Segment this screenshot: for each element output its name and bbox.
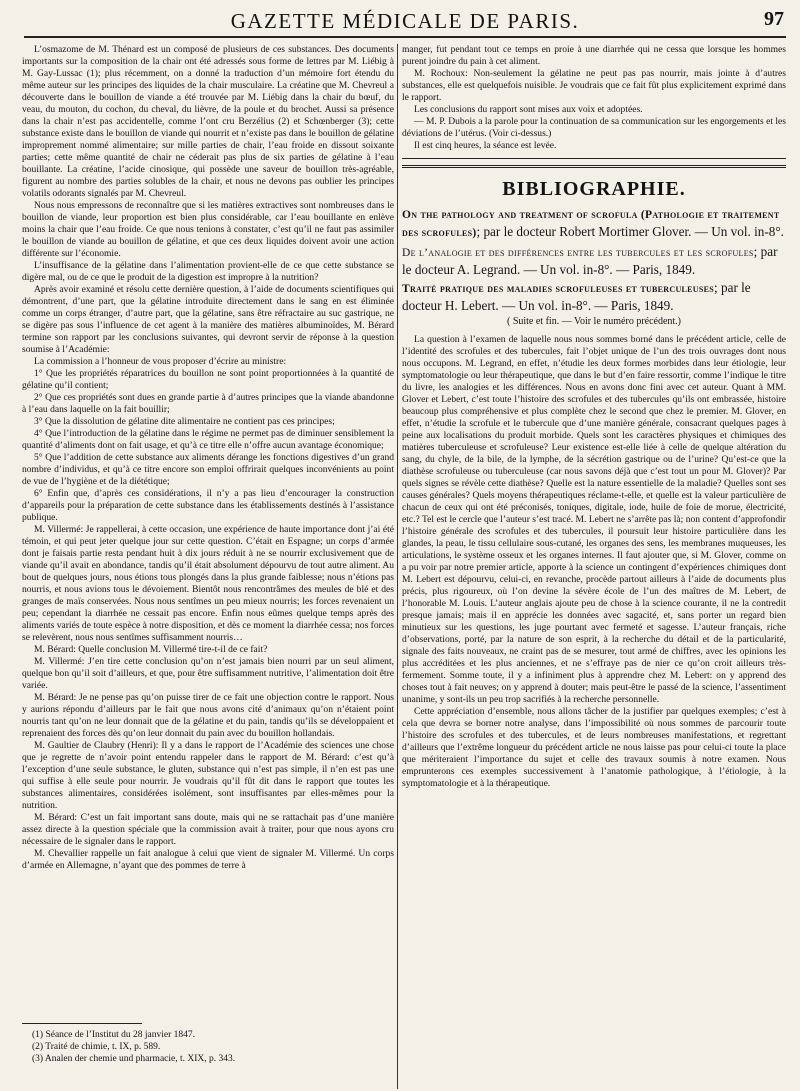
entry-author: ; par le docteur Robert Mortimer Glover. — Un vol. in-8°. <box>476 223 784 239</box>
footnote: (2) Traité de chimie, t. IX, p. 589. <box>32 1042 161 1052</box>
entry-title: Traité pratique des maladies scrofuleuses et tuberculeuses <box>402 283 715 295</box>
column-divider <box>397 44 398 1089</box>
entry-author: ; par le docteur H. Lebert. — Un vol. in-8°. — Paris, 1849. <box>402 280 751 313</box>
left-paragraph: M. Chevallier rappelle un fait analogue à celui que vient de signaler M. Villermé. Un corps d’armée en Allemagne, n’ayant que des pommes de terre à <box>22 848 394 871</box>
review-paragraph: Cette appréciation d’ensemble, nous allons tâcher de la justifier par quelques exemples; c’est à cela que devra se borner notre analyse, dans l’impossibilité où nous sommes de parcourir toute l’histoire des scrofules et des tubercules, et de leurs nombreuses manifestations, et regrettant d’ailleurs que l’extrême longueur du précédent article ne nous laisse pas pour celui-ci toute la place que mériteraient l’importance du sujet et celle des travaux soumis à notre examen. Nous emprunterons ces exemples successivement à l’anatomie pathologique, à l’étiologie, à la symptomatologie et à la thérapeutique. <box>402 706 786 789</box>
bibliography-entry <box>402 206 786 241</box>
right-paragraph: Il est cinq heures, la séance est levée. <box>414 140 557 151</box>
right-column <box>402 44 786 790</box>
left-paragraph: M. Bérard: Je ne pense pas qu’on puisse tirer de ce fait une objection contre le rapport. Nous y aurions répondu d’ailleurs par le fait que nous avons cité d’animaux qu’on n’étaient point nourris tant qu’on ne leur donnait que de la gélatine et du pain, tandis qu’ils se développaient et reprenaient des forces dès qu’on leur donnait du pain avec du bouillon hollandais. <box>22 692 394 739</box>
left-paragraph: M. Villermé: Je rappellerai, à cette occasion, une expérience de haute importance dont j’ai été témoin, et qui peut jeter quelque jour sur cette question. C’était en Espagne; un corps d’armée dont je faisais partie resta pendant huit à dix jours réduit à ne se nourrir exclusivement que de viande qu’il avait en abondance, tandis qu’il était absolument dépourvu de tout autre aliment. Au bout de quelques jours, nous étions tous plongés dans la plus grande faiblesse; nous n’étions pas nourris, et nous avions tous le dévoiement. Bientôt nous rencontrâmes des meules de blé et des granges de maïs conservées. Nous nous sentîmes un peu mieux nourris; les forces revenaient un peu; cependant la diarrhée ne cessait pas encore. Enfin nous eûmes quelque temps après des aliments variés de toute espèce à notre disposition, et dès ce moment la diarrhée cessa; nos forces se relevèrent, nous nous sentîmes suffisamment nourris… <box>22 524 394 643</box>
left-paragraph: M. Bérard: Quelle conclusion M. Villermé tire-t-il de ce fait? <box>34 644 268 655</box>
left-paragraph: Après avoir examiné et résolu cette dernière question, à l’aide de documents scientifiques qui démontrent, d’une part, que la gélatine introduite directement dans le sang en est éliminée comme un corps étranger, d’autre part, que la gélatine, sans être réfractaire au suc gastrique, ne se digère pas sous l’influence de cet agent à la manière des matières albuminoïdes, M. Bérard termine son rapport par les conclusions suivantes, qui devront servir de réponse à la question soumise à l’Académie: <box>22 284 394 355</box>
left-paragraph: M. Villermé: J’en tire cette conclusion qu’on n’est jamais bien nourri par un seul aliment, quelque bon qu’il soit d’ailleurs, et que, pour être suffisamment nutritive, l’alimentation doit être variée. <box>22 656 394 691</box>
section-separator-double <box>402 165 786 168</box>
left-paragraph: 4° Que l’introduction de la gélatine dans le régime ne permet pas de diminuer sensiblement la quantité d’aliments dont on fait usage, et qu’à ce titre elle n’offre aucun avantage économique; <box>22 428 394 451</box>
entry-author: ; par le docteur A. Legrand. — Un vol. in-8°. — Paris, 1849. <box>402 244 778 277</box>
footnote: (3) Analen der chemie und pharmacie, t. XIX, p. 343. <box>32 1054 236 1064</box>
entry-title: On the pathology and treatment of scrofula (Pathologie et traitement des scrofules) <box>402 209 780 239</box>
left-paragraph: 5° Que l’addition de cette substance aux aliments dérange les fonctions digestives d’un grand nombre d’individus, et qu’à ce titre encore son emploi offrirait quelques inconvénients au point de vue de l’hygiène et de la diététique; <box>22 452 394 487</box>
left-paragraph: M. Gaultier de Claubry (Henri): Il y a dans le rapport de l’Académie des sciences une chose que je regrette de n’avoir point entendu rappeler dans le rapport de M. Bérard: c’est qu’à l’exception d’une seule substance, le gluten, substance qui n’est pas simple, il n’en est pas une qui suffise à elle seule pour nourrir. Je voudrais qu’il fût dit dans le rapport que toutes les substances alimentaires, considérées isolément, sont insuffisantes par elles-mêmes pour la nutrition. <box>22 740 394 811</box>
bibliography-entry <box>402 280 786 313</box>
bibliography-entry <box>402 244 786 277</box>
footnotes <box>22 1023 394 1065</box>
page-number: 97 <box>764 8 784 30</box>
left-paragraph: La commission a l’honneur de vous proposer d’écrire au ministre: <box>34 356 287 367</box>
left-column <box>22 44 394 872</box>
left-paragraph: 2° Que ces propriétés sont dues en grande partie à d’autres principes que la viande abandonne à l’eau dans laquelle on la fait bouillir; <box>22 392 394 415</box>
bibliography-heading: BIBLIOGRAPHIE. <box>502 178 686 200</box>
left-paragraph: 6° Enfin que, d’après ces considérations, il n’y a pas lieu d’encourager la construction d’appareils pour la préparation de cette substance dans les établissements destinés à l’assistance publique. <box>22 488 394 523</box>
continuation-note: ( Suite et fin. — Voir le numéro précédent.) <box>506 316 682 327</box>
left-paragraph: 3° Que la dissolution de gélatine dite alimentaire ne contient pas ces principes; <box>34 416 335 427</box>
right-paragraph: M. Rochoux: Non-seulement la gélatine ne peut pas pas nourrir, mais jointe à d’autres substances, elle est quelquefois nuisible. Je voudrais que ce fait fût plus explicitement exprimé dans le rapport. <box>402 68 786 103</box>
right-paragraph: manger, fut pendant tout ce temps en proie à une diarrhée qui ne cessa que lorsque les hommes purent joindre du pain à cet aliment. <box>402 44 786 67</box>
page-header <box>24 8 786 38</box>
footnote-rule <box>22 1023 142 1024</box>
left-paragraph: M. Bérard: C’est un fait important sans doute, mais qui ne se rattachait pas d’une manière assez directe à la question spéciale que la commission avait à traiter, pour que nous ayons cru nécessaire de le signaler dans le rapport. <box>22 812 394 847</box>
journal-title: GAZETTE MÉDICALE DE PARIS. <box>230 9 580 33</box>
entry-title: De l’analogie et des différences entre les tubercules et les scrofules <box>402 247 754 259</box>
right-paragraph: — M. P. Dubois a la parole pour la continuation de sa communication sur les engorgements et les déviations de l’utérus. (Voir ci-dessus.) <box>402 116 786 139</box>
left-paragraph: L’insuffisance de la gélatine dans l’alimentation provient-elle de ce que cette substance se digère mal, ou de ce que le produit de la digestion est impropre à la nutrition? <box>22 260 394 283</box>
left-paragraph: L’osmazome de M. Thénard est un composé de plusieurs de ces substances. Des documents importants sur la composition de la chair ont été adressés sous forme de lettres par M. Liébig à M. Gay-Lussac (1); plus récemment, on a donné la traduction d’un mémoire fort étendu du même auteur sur les principes des liquides de la chair musculaire. La créatine que M. Chevreul a découverte dans le bouillon de viande a été trouvée par M. Liébig dans la chair du bœuf, du veau, du mouton, du cochon, du cheval, du lièvre, de la poule et du brochet. Aussi sa présence dans la chair n’est pas accidentelle, comme l’ont cru Berzélius (2) et Schœnberger (3); cette substance existe dans le bouillon de viande qui nourrit et n’existe pas dans le bouillon de gélatine improprement nommé alimentaire; sur mille parties de chair, l’eau froide en dissout soixante parties; cette même quantité de chair ne céderait pas plus de six parties de gélatine à l’eau bouillante. La créatine, l’acide cinosique, qui possède une saveur de bouillon très-agréable, figurent au nombre des parties solubles de la chair, et nous ne devons pas oublier les principes volatils odorants signalés par M. Chevreul. <box>22 44 394 199</box>
section-separator <box>402 158 786 159</box>
footnote: (1) Séance de l’Institut du 28 janvier 1847. <box>32 1030 196 1040</box>
right-paragraph: Les conclusions du rapport sont mises aux voix et adoptées. <box>414 104 643 115</box>
left-paragraph: 1° Que les propriétés réparatrices du bouillon ne sont point proportionnées à la quantité de gélatine qu’il contient; <box>22 368 394 391</box>
review-paragraph: La question à l’examen de laquelle nous nous sommes borné dans le précédent article, celle de l’identité des scrofules et des tubercules, fait l’objet unique de l’un des trois ouvrages dont nous nous occupons. M. Legrand, en effet, n’étudie les deux formes morbides dans leur étiologie, leur symptomatologie ou leur thérapeutique, que dans le but d’en faire ressortir, comme l’indique le titre du livre, les analogies et les différences. Nous en avons donc fini avec cet auteur. Quant à MM. Glover et Lebert, c’est toute l’histoire des scrofules et des tubercules qu’ils ont embrassée, histoire beaucoup plus compréhensive et plus complète chez le second que chez le premier. M. Glover, en effet, n’étudie la scrofule et le tubercule que d’une manière générale, consacrant quelques pages à peine aux localisations du produit morbide. Quels sont les caractères physiques et chimiques des matières tuberculeuse et scrofuleuse? Leur existence est-elle liée à celle de quelque altération du sang, du chyle, de la bile, de la lymphe, de la sécrétion gastrique ou de l’urine? Qu’est-ce que la diathèse scrofuleuse ou tuberculeuse (car nous savons déjà que c’est tout un pour M. Glover)? Par quels signes se révèle cette diathèse? Quelle est la nature essentielle de la maladie? Quelles sont ses causes générales? Quels moyens thérapeutiques réclame-t-elle, et quelle est la valeur particulière de chacun de ceux qui ont été préconisés, toniques, digitale, iode, huile de foie de morue, électricité, etc.? Tel est le cercle que l’auteur s’est tracé. M. Lebert ne s’arrête pas là; non content d’approfondir l’histoire générale des scrofules et des tubercules, il poursuit leur histoire particulière dans les glandes, la peau, le tissu cellulaire sous-cutané, les organes des sens, les membranes muqueuses, les articulations, le système osseux et les organes internes. Il faut ajouter que, si M. Glover, comme on a pu voir par notre premier article, apporte à la science un contingent d’expériences chimiques dont M. Lebert est dépourvu, celui-ci, en revanche, procède partout ailleurs à l’aide de documents plus précis, plus rigoureux, où l’on devine la sévère école de l’un des maîtres de M. Lebert, de l’honorable M. Louis. L’auteur anglais ajoute peu de chose à la science courante, il ne la contredit presque jamais; mais il en apprécie les données avec sagacité, et, sans porter un regard bien minutieux sur les questions, les juge pourtant avec fermeté et sagesse. L’auteur français, riche d’observations, porté, par la nature de son esprit, à la recherche du détail et de la particularité, signale des faits nouveaux, ne craint pas de se mesurer, tout armé de chiffres, avec les opinions les plus accréditées et les plus anciennes, et ne s’effraye pas de nier ce qu’on croit ailleurs très-fermement. Somme toute, il y a infiniment plus à apprendre chez M. Lebert: on y apprend des choses tout à fait neuves; on y apprend à douter; mais peut-être le passé de la science, l’assentiment unanime, y sont-ils un peu trop sacrifiés à la recherche personnelle. <box>402 334 786 705</box>
left-paragraph: Nous nous empressons de reconnaître que si les matières extractives sont nombreuses dans le bouillon de viande, leur proportion est bien plus considérable, car l’eau bouillante en enlève moins la chair que l’eau froide. Ce que nous tenions à constater, c’est qu’il ne faut pas assimiler le bouillon de viande au bouillon de gélatine, et que ces deux liquides doivent avoir une action différente sur l’économie. <box>22 200 394 259</box>
